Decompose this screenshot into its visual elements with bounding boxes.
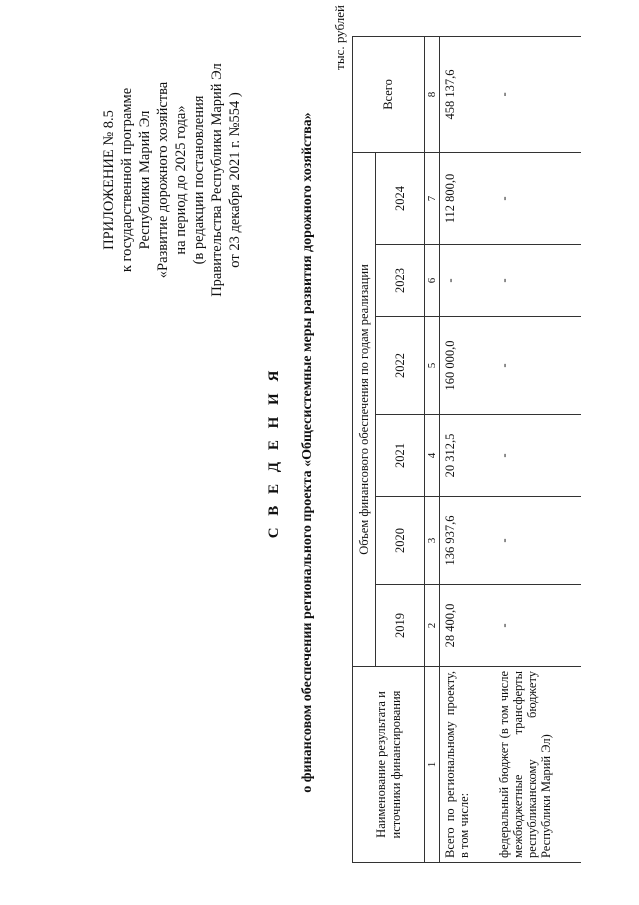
- row-value: 28 400,0: [440, 585, 486, 667]
- header-year: 2022: [376, 317, 425, 415]
- row-value: 112 800,0: [440, 152, 486, 244]
- appendix-line: от 23 декабря 2021 г. №554 ): [227, 92, 243, 268]
- appendix-line: ПРИЛОЖЕНИЕ № 8.5: [101, 110, 117, 250]
- column-number: 4: [425, 415, 440, 497]
- row-value: 20 312,5: [440, 415, 486, 497]
- units-label: тыс. рублей: [332, 5, 347, 70]
- row-value: -: [485, 245, 581, 317]
- row-value: -: [485, 585, 581, 667]
- row-value: -: [485, 317, 581, 415]
- appendix-line: (в редакции постановления: [191, 95, 207, 265]
- appendix-block: [100, 30, 244, 330]
- table-row-total: [440, 36, 486, 862]
- header-year: 2024: [376, 152, 425, 244]
- header-name: Наименование результата и источники финансирования: [353, 667, 425, 863]
- row-value: -: [485, 415, 581, 497]
- document-title: С В Е Д Е Н И Я: [266, 366, 282, 539]
- row-value: -: [485, 497, 581, 585]
- header-year: 2021: [376, 415, 425, 497]
- header-total: Всего: [353, 36, 425, 152]
- header-row-group: [353, 36, 376, 862]
- column-number: 3: [425, 497, 440, 585]
- column-number: 5: [425, 317, 440, 415]
- column-number-row: [425, 36, 440, 862]
- document-subtitle: о финансовом обеспечении регионального проекта «Общесистемные меры развития дорожного хозяйства»: [300, 112, 315, 793]
- column-number: 7: [425, 152, 440, 244]
- row-value: -: [440, 245, 486, 317]
- appendix-line: на период до 2025 года»: [173, 105, 189, 255]
- appendix-line: «Развитие дорожного хозяйства: [155, 81, 171, 279]
- row-value: -: [485, 152, 581, 244]
- column-number: 8: [425, 36, 440, 152]
- header-year: 2020: [376, 497, 425, 585]
- header-year: 2023: [376, 245, 425, 317]
- header-group: Объем финансового обеспечения по годам реализации: [353, 152, 376, 666]
- row-value: 160 000,0: [440, 317, 486, 415]
- appendix-line: Республики Марий Эл: [137, 110, 153, 250]
- column-number: 1: [425, 667, 440, 863]
- appendix-line: к государственной программе: [119, 87, 135, 273]
- appendix-line: Правительства Республики Марий Эл: [209, 63, 225, 297]
- row-name: Всего по региональному проекту, в том числе:: [440, 667, 486, 863]
- row-value: 458 137,6: [440, 36, 486, 152]
- column-number: 2: [425, 585, 440, 667]
- row-value: 136 937,6: [440, 497, 486, 585]
- column-number: 6: [425, 245, 440, 317]
- table-row-federal: [485, 36, 581, 862]
- row-value: -: [485, 36, 581, 152]
- header-year: 2019: [376, 585, 425, 667]
- financing-table: [352, 36, 581, 863]
- row-name: федеральный бюджет (в том числе межбюджетные трансферты республиканскому бюджету Республики Марий Эл): [485, 667, 581, 863]
